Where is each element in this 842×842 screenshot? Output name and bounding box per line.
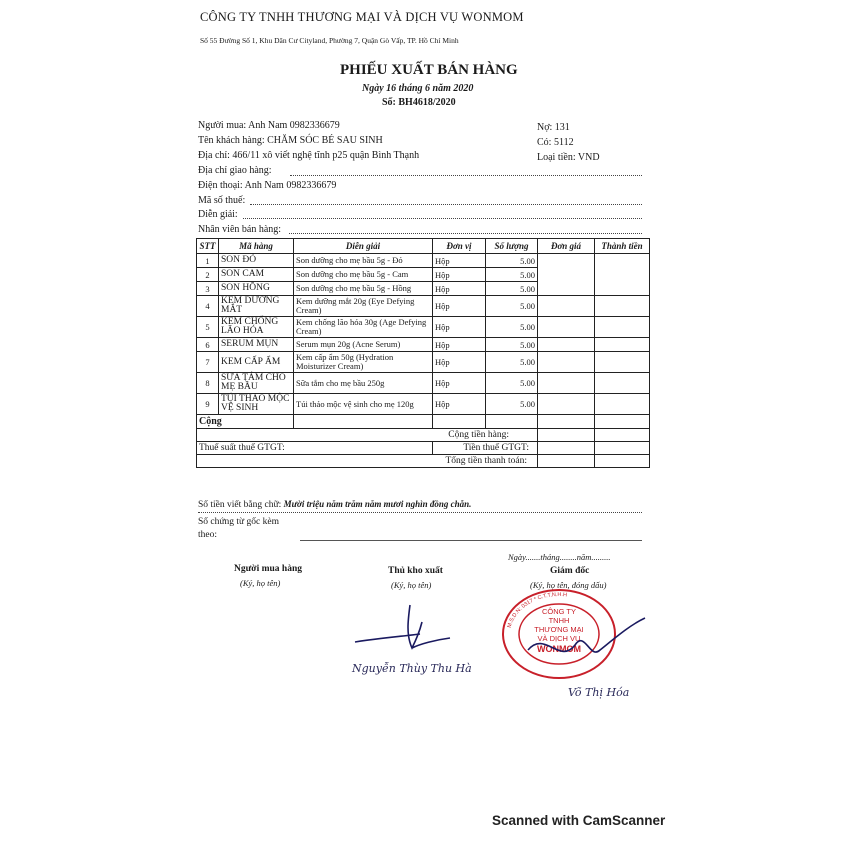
buyer-field: Người mua: Anh Nam 0982336679 bbox=[198, 120, 340, 131]
row-total bbox=[595, 338, 650, 352]
tax-code-field: Mã số thuế: bbox=[198, 195, 246, 206]
row-qty: 5.00 bbox=[486, 282, 538, 296]
total-cell bbox=[595, 415, 650, 429]
row-desc: Sữa tắm cho mẹ bầu 250g bbox=[294, 373, 433, 394]
header-unit: Đơn vị bbox=[433, 239, 486, 254]
row-stt: 2 bbox=[197, 268, 219, 282]
row-desc: Son dưỡng cho mẹ bầu 5g - Cam bbox=[294, 268, 433, 282]
row-desc: Kem chống lão hóa 30g (Age Defying Cream) bbox=[294, 317, 433, 338]
row-stt: 4 bbox=[197, 296, 219, 317]
total-cell bbox=[433, 415, 486, 429]
row-code: SON HỒNG bbox=[219, 282, 294, 296]
header-total: Thành tiền bbox=[595, 239, 650, 254]
row-unit: Hộp bbox=[433, 254, 486, 268]
total-cell bbox=[294, 415, 433, 429]
sum-goods-price bbox=[538, 429, 595, 442]
row-price bbox=[538, 317, 595, 338]
grand-total-value bbox=[595, 455, 650, 468]
sum-goods-row bbox=[197, 429, 650, 442]
row-total bbox=[595, 394, 650, 415]
tax-code-line bbox=[250, 204, 642, 205]
row-desc: Serum mụn 20g (Acne Serum) bbox=[294, 338, 433, 352]
row-stt: 8 bbox=[197, 373, 219, 394]
table-row bbox=[197, 394, 650, 415]
words-line bbox=[198, 512, 642, 513]
row-unit: Hộp bbox=[433, 338, 486, 352]
note-line bbox=[243, 218, 642, 219]
company-address: Số 55 Đường Số 1, Khu Dân Cư Cityland, Phường 7, Quận Gò Vấp, TP. Hồ Chí Minh bbox=[200, 36, 459, 45]
row-code: SERUM MỤN bbox=[219, 338, 294, 352]
stamp-line5: WONMOM bbox=[537, 644, 581, 654]
debit-account: Nợ: 131 bbox=[537, 122, 570, 133]
items-table bbox=[196, 238, 650, 468]
row-code: KEM CHỐNG LÃO HÓA bbox=[219, 317, 294, 338]
credit-account: Có: 5112 bbox=[537, 137, 574, 148]
row-stt: 6 bbox=[197, 338, 219, 352]
row-unit: Hộp bbox=[433, 296, 486, 317]
signature-date-line: Ngày.......tháng........năm......... bbox=[508, 552, 611, 562]
row-price bbox=[538, 352, 595, 373]
currency-field: Loại tiền: VND bbox=[537, 152, 600, 163]
row-total bbox=[595, 296, 650, 317]
table-row bbox=[197, 296, 650, 317]
delivery-line bbox=[290, 175, 642, 176]
header-code: Mã hàng bbox=[219, 239, 294, 254]
row-desc: Kem cấp ẩm 50g (Hydration Moisturizer Cream) bbox=[294, 352, 433, 373]
director-name: Võ Thị Hóa bbox=[568, 686, 630, 699]
row-qty: 5.00 bbox=[486, 338, 538, 352]
header-stt: STT bbox=[197, 239, 219, 254]
sum-goods-label: Cộng tiền hàng: bbox=[197, 429, 538, 442]
stamp-line3: THƯƠNG MẠI bbox=[534, 625, 584, 634]
row-qty: 5.00 bbox=[486, 268, 538, 282]
row-unit: Hộp bbox=[433, 268, 486, 282]
header-price: Đơn giá bbox=[538, 239, 595, 254]
row-code: SON CAM bbox=[219, 268, 294, 282]
header-desc: Diễn giải bbox=[294, 239, 433, 254]
row-qty: 5.00 bbox=[486, 296, 538, 317]
vat-price bbox=[538, 442, 595, 455]
vat-rate-label: Thuế suất thuế GTGT: bbox=[197, 442, 433, 455]
vat-row bbox=[197, 442, 650, 455]
document-title: PHIẾU XUẤT BÁN HÀNG bbox=[340, 62, 518, 78]
stamp-line4: VÀ DỊCH VỤ bbox=[537, 634, 581, 643]
row-price bbox=[538, 373, 595, 394]
row-qty: 5.00 bbox=[486, 254, 538, 268]
row-unit: Hộp bbox=[433, 373, 486, 394]
total-cell bbox=[538, 415, 595, 429]
row-price bbox=[538, 394, 595, 415]
scanner-watermark: Scanned with CamScanner bbox=[492, 813, 666, 828]
row-desc: Kem dưỡng mắt 20g (Eye Defying Cream) bbox=[294, 296, 433, 317]
origin-doc-label: Số chứng từ gốc kèm bbox=[198, 517, 280, 527]
buyer-sign-sub: (Ký, họ tên) bbox=[240, 578, 281, 588]
stamp-line2: TNHH bbox=[548, 616, 570, 625]
row-stt: 9 bbox=[197, 394, 219, 415]
row-qty: 5.00 bbox=[486, 352, 538, 373]
director-sign-sub: (Ký, họ tên, đóng dấu) bbox=[530, 580, 607, 590]
director-signature bbox=[520, 610, 650, 680]
row-qty: 5.00 bbox=[486, 373, 538, 394]
row-unit: Hộp bbox=[433, 352, 486, 373]
address-field: Địa chỉ: 466/11 xô viết nghệ tĩnh p25 quận Bình Thạnh bbox=[198, 150, 420, 161]
table-row bbox=[197, 254, 650, 268]
amount-words-value: Mười triệu năm trăm năm mươi nghìn đồng chẵn. bbox=[283, 499, 472, 509]
sum-goods-value bbox=[595, 429, 650, 442]
grand-total-price bbox=[538, 455, 595, 468]
row-total bbox=[595, 352, 650, 373]
origin-doc-label-2: theo: bbox=[198, 530, 217, 540]
row-stt: 5 bbox=[197, 317, 219, 338]
row-total bbox=[595, 373, 650, 394]
row-total bbox=[595, 317, 650, 338]
vat-value bbox=[595, 442, 650, 455]
stamp-ring-text: M.S.D.N: 0317 * C.T.T.N.H.H bbox=[506, 592, 568, 629]
total-cell bbox=[486, 415, 538, 429]
amount-in-words bbox=[198, 499, 471, 510]
director-sign-role: Giám đốc bbox=[550, 566, 590, 576]
phone-field: Điện thoại: Anh Nam 0982336679 bbox=[198, 180, 337, 191]
document-number: Số: BH4618/2020 bbox=[382, 97, 456, 108]
row-stt: 1 bbox=[197, 254, 219, 268]
row-price bbox=[538, 338, 595, 352]
row-code: KEM CẤP ẨM bbox=[219, 352, 294, 373]
warehouse-signature bbox=[350, 600, 460, 660]
row-desc: Son dưỡng cho mẹ bầu 5g - Đỏ bbox=[294, 254, 433, 268]
row-stt: 3 bbox=[197, 282, 219, 296]
row-qty: 5.00 bbox=[486, 317, 538, 338]
company-name: CÔNG TY TNHH THƯƠNG MẠI VÀ DỊCH VỤ WONMOM bbox=[200, 10, 524, 24]
warehouse-sign-sub: (Ký, họ tên) bbox=[391, 580, 432, 590]
document-date: Ngày 16 tháng 6 năm 2020 bbox=[362, 83, 474, 94]
warehouse-sign-role: Thủ kho xuất bbox=[388, 566, 443, 576]
row-price bbox=[538, 254, 595, 296]
row-code: TÚI THẢO MỘC VỆ SINH bbox=[219, 394, 294, 415]
vat-amount-label: Tiền thuế GTGT: bbox=[433, 442, 538, 455]
row-unit: Hộp bbox=[433, 317, 486, 338]
row-price bbox=[538, 296, 595, 317]
warehouse-name: Nguyễn Thùy Thu Hà bbox=[352, 662, 472, 675]
grand-total-label: Tổng tiền thanh toán: bbox=[197, 455, 538, 468]
table-header-row bbox=[197, 239, 650, 254]
row-desc: Son dưỡng cho mẹ bầu 5g - Hồng bbox=[294, 282, 433, 296]
table-row bbox=[197, 352, 650, 373]
row-total bbox=[595, 254, 650, 296]
row-code: SỮA TẮM CHO MẸ BẦU bbox=[219, 373, 294, 394]
row-stt: 7 bbox=[197, 352, 219, 373]
origin-line bbox=[300, 540, 642, 541]
total-label: Cộng bbox=[197, 415, 294, 429]
note-field: Diễn giải: bbox=[198, 209, 238, 220]
row-unit: Hộp bbox=[433, 282, 486, 296]
staff-field: Nhân viên bán hàng: bbox=[198, 224, 282, 235]
table-row bbox=[197, 338, 650, 352]
row-desc: Túi thảo mộc vệ sinh cho mẹ 120g bbox=[294, 394, 433, 415]
stamp-line1: CÔNG TY bbox=[541, 607, 577, 616]
amount-words-label: Số tiền viết bằng chữ: bbox=[198, 500, 282, 510]
buyer-sign-role: Người mua hàng bbox=[234, 564, 302, 574]
customer-field: Tên khách hàng: CHĂM SÓC BÉ SAU SINH bbox=[198, 135, 383, 146]
row-code: KEM DƯỠNG MẮT bbox=[219, 296, 294, 317]
row-unit: Hộp bbox=[433, 394, 486, 415]
table-row bbox=[197, 317, 650, 338]
table-row bbox=[197, 373, 650, 394]
row-code: SON ĐỎ bbox=[219, 254, 294, 268]
header-qty: Số lượng bbox=[486, 239, 538, 254]
grand-total-row bbox=[197, 455, 650, 468]
staff-line bbox=[289, 233, 642, 234]
total-row bbox=[197, 415, 650, 429]
delivery-address-field: Địa chỉ giao hàng: bbox=[198, 165, 272, 176]
row-qty: 5.00 bbox=[486, 394, 538, 415]
